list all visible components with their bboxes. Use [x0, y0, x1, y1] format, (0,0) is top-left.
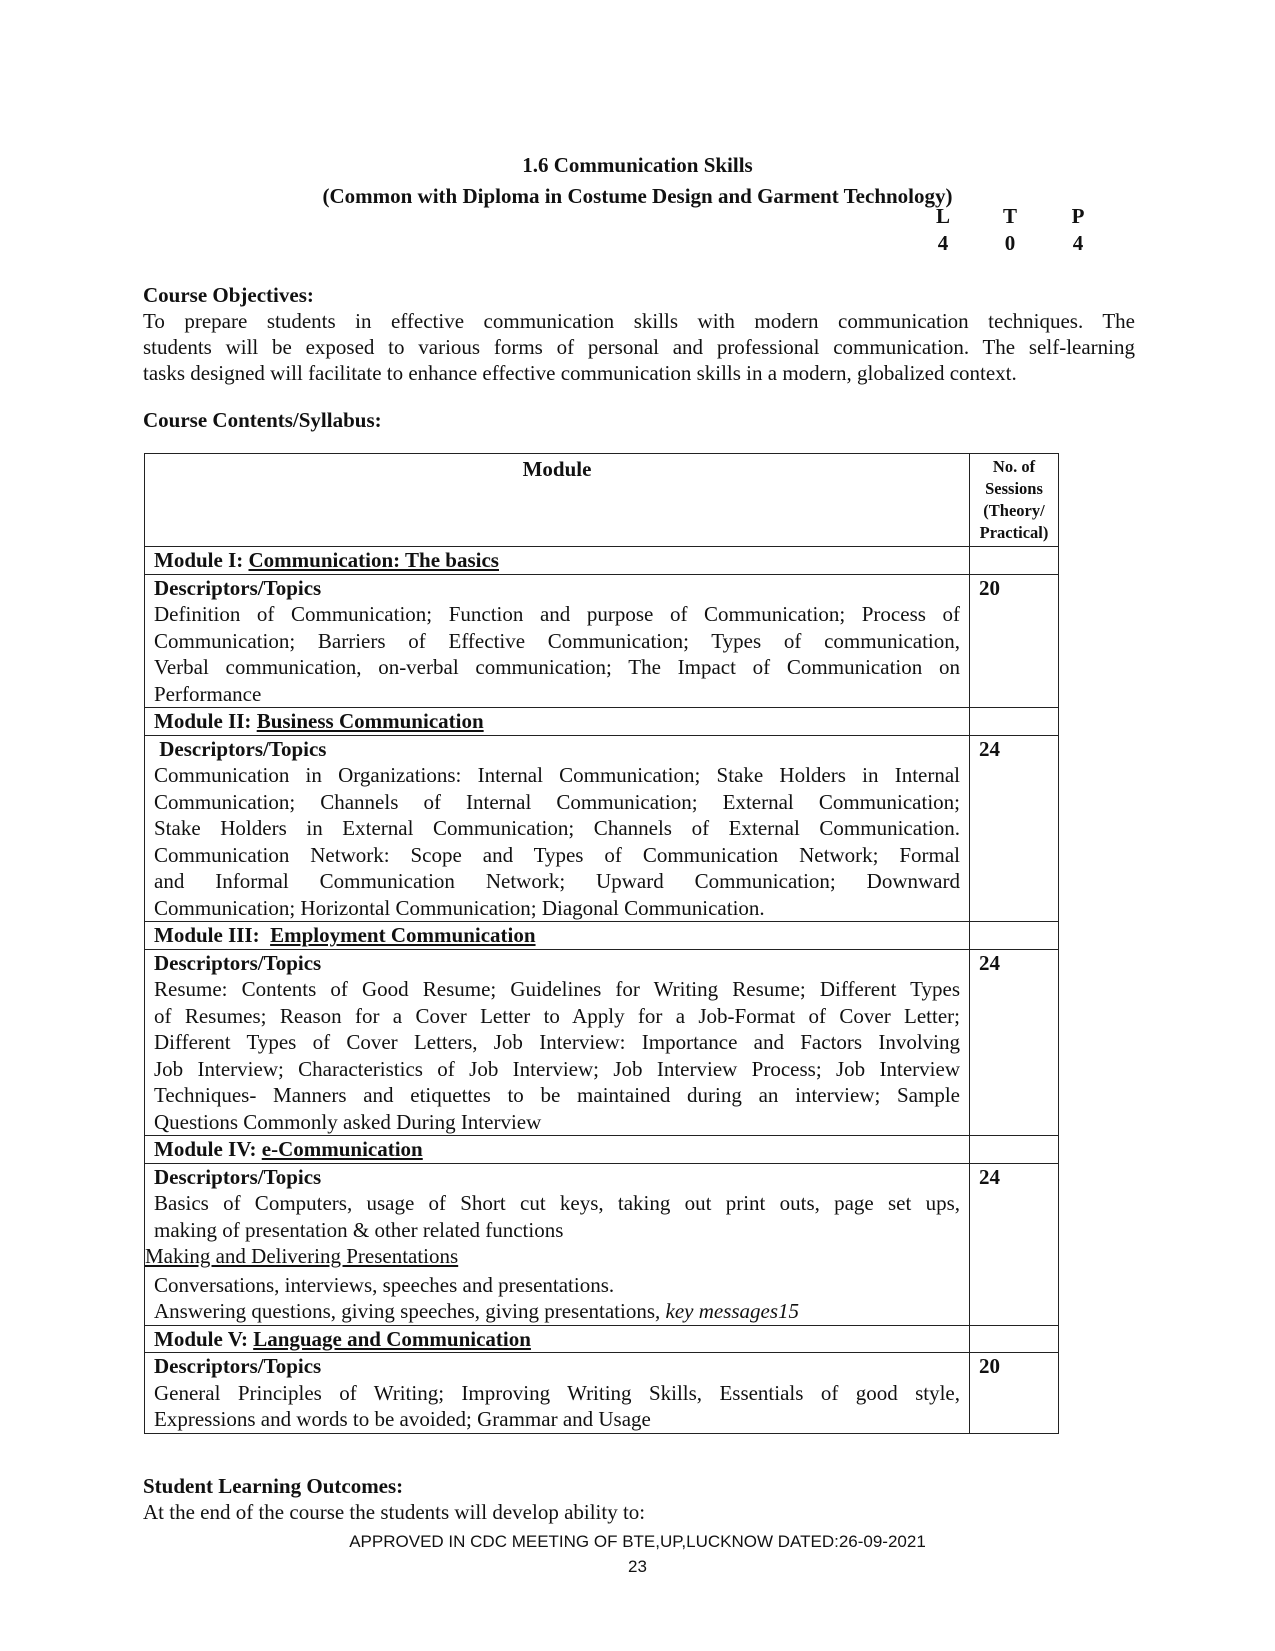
presentations-subheading: Making and Delivering Presentations	[145, 1244, 459, 1268]
module-content-row	[145, 1353, 1059, 1434]
objectives-heading: Course Objectives:	[143, 283, 314, 307]
module-title-sessions-cell	[970, 1136, 1059, 1164]
descriptor-line: Conversations, interviews, speeches and presentations.	[154, 1272, 615, 1297]
objectives-line: To prepare students in effective communication skills with modern communication techniques. The	[143, 309, 1135, 333]
module-name: e-Communication	[261, 1137, 423, 1161]
objectives-line: tasks designed will facilitate to enhance effective communication skills in a modern, globalized context.	[143, 361, 1017, 385]
descriptor-line: Expressions and words to be avoided; Grammar and Usage	[154, 1407, 651, 1431]
descriptor-line: Verbal communication, on-verbal communication; The Impact of Communication on	[154, 655, 960, 679]
sessions-header-line: No. of	[992, 457, 1036, 476]
descriptor-line: and Informal Communication Network; Upward Communication; Downward	[154, 869, 960, 893]
descriptor-label: Descriptors/Topics	[154, 1354, 322, 1378]
descriptor-line: Definition of Communication; Function and purpose of Communication; Process of	[154, 602, 960, 626]
descriptor-line: General Principles of Writing; Improving Writing Skills, Essentials of good style,	[154, 1380, 960, 1405]
module-title	[145, 922, 970, 950]
module-name: Business Communication	[256, 709, 484, 733]
module-name: Language and Communication	[253, 1326, 531, 1351]
module-prefix: Module V:	[154, 1326, 254, 1351]
approval-footer: APPROVED IN CDC MEETING OF BTE,UP,LUCKNOW DATED:26-09-2021	[349, 1532, 926, 1551]
descriptor-italic-text: key messages15	[665, 1299, 800, 1323]
descriptor-label: Descriptors/Topics	[154, 1164, 322, 1189]
descriptor-line	[154, 1298, 960, 1325]
descriptor-line: Questions Commonly asked During Interview	[154, 1109, 542, 1134]
descriptor-line: of Resumes; Reason for a Cover Letter to Apply for a Job-Format of Cover Letter;	[154, 1003, 960, 1028]
descriptor-line: Resume: Contents of Good Resume; Guidelines for Writing Resume; Different Types	[154, 977, 960, 1001]
ltp-value-p: 4	[1072, 231, 1084, 255]
descriptor-label: Descriptors/Topics	[154, 736, 327, 761]
descriptor-line: Basics of Computers, usage of Short cut keys, taking out print outs, page set ups,	[154, 1191, 960, 1215]
descriptor-line: making of presentation & other related functions	[154, 1217, 564, 1242]
module-title-row	[145, 922, 1059, 950]
module-content-row	[145, 735, 1059, 922]
module-content-row	[145, 574, 1059, 708]
module-prefix: Module II:	[154, 709, 257, 733]
page-number: 23	[628, 1557, 647, 1576]
syllabus-table	[144, 453, 1059, 1434]
table-header-row	[145, 454, 1059, 547]
module-name: Employment Communication	[270, 923, 536, 947]
sessions-header-line: Practical)	[979, 523, 1049, 542]
sessions-column-header	[970, 454, 1059, 547]
module-column-header: Module	[145, 454, 970, 547]
syllabus-heading: Course Contents/Syllabus:	[143, 408, 382, 432]
outcomes-heading: Student Learning Outcomes:	[143, 1474, 404, 1498]
module-content	[145, 574, 970, 708]
objectives-line: students will be exposed to various forms of personal and professional communication. The self-learning	[143, 335, 1135, 359]
module-title-sessions-cell	[970, 922, 1059, 950]
module-content-row	[145, 949, 1059, 1136]
sessions-value: 20	[970, 574, 1059, 708]
module-prefix: Module IV:	[154, 1137, 262, 1161]
module-title-row	[145, 708, 1059, 736]
ltp-header-p: P	[1071, 204, 1085, 228]
module-name: Communication: The basics	[248, 548, 499, 572]
sessions-header-line: (Theory/	[983, 501, 1045, 520]
module-title	[145, 1136, 970, 1164]
descriptor-line-text: Answering questions, giving speeches, giving presentations,	[154, 1299, 666, 1323]
descriptor-line: Communication; Barriers of Effective Communication; Types of communication,	[154, 628, 960, 653]
ltp-value-l: 4	[937, 231, 949, 255]
outcomes-text: At the end of the course the students will develop ability to:	[143, 1500, 646, 1524]
descriptor-line: Communication; Channels of Internal Communication; External Communication;	[154, 789, 960, 814]
sessions-value: 20	[970, 1353, 1059, 1434]
module-content	[145, 1163, 970, 1325]
sessions-value: 24	[970, 1163, 1059, 1325]
sessions-header-line: Sessions	[985, 479, 1043, 498]
module-title-sessions-cell	[970, 708, 1059, 736]
document-title: 1.6 Communication Skills	[522, 153, 753, 177]
module-content-row	[145, 1163, 1059, 1325]
sessions-value: 24	[970, 735, 1059, 922]
descriptor-line: Communication Network: Scope and Types of Communication Network; Formal	[154, 842, 960, 867]
module-title	[145, 547, 970, 575]
descriptor-line: Stake Holders in External Communication; Channels of External Communication.	[154, 816, 960, 840]
ltp-header-t: T	[1002, 204, 1017, 228]
descriptor-label: Descriptors/Topics	[154, 575, 322, 600]
descriptor-line: Communication; Horizontal Communication; Diagonal Communication.	[154, 895, 765, 920]
ltp-header-l: L	[935, 204, 950, 228]
module-prefix: Module III:	[154, 923, 271, 947]
objectives-text	[143, 308, 1135, 386]
module-title-row	[145, 1136, 1059, 1164]
sessions-value: 24	[970, 949, 1059, 1136]
document-subtitle: (Common with Diploma in Costume Design and Garment Technology)	[322, 184, 953, 208]
descriptor-line: Performance	[154, 681, 262, 706]
module-title-sessions-cell	[970, 547, 1059, 575]
module-content	[145, 949, 970, 1136]
module-title-row	[145, 547, 1059, 575]
descriptor-line: Communication in Organizations: Internal Communication; Stake Holders in Internal	[154, 763, 960, 787]
descriptor-line: Different Types of Cover Letters, Job Interview: Importance and Factors Involving	[154, 1030, 960, 1054]
module-title-sessions-cell	[970, 1325, 1059, 1353]
descriptor-line: Job Interview; Characteristics of Job Interview; Job Interview Process; Job Interview	[154, 1056, 960, 1081]
descriptor-label: Descriptors/Topics	[154, 950, 322, 975]
ltp-value-t: 0	[1004, 231, 1016, 255]
module-prefix: Module I:	[154, 548, 249, 572]
module-content	[145, 735, 970, 922]
module-title	[145, 708, 970, 736]
descriptor-line: Techniques- Manners and etiquettes to be maintained during an interview; Sample	[154, 1083, 960, 1107]
module-title-row	[145, 1325, 1059, 1353]
module-content	[145, 1353, 970, 1434]
module-title	[145, 1325, 970, 1353]
